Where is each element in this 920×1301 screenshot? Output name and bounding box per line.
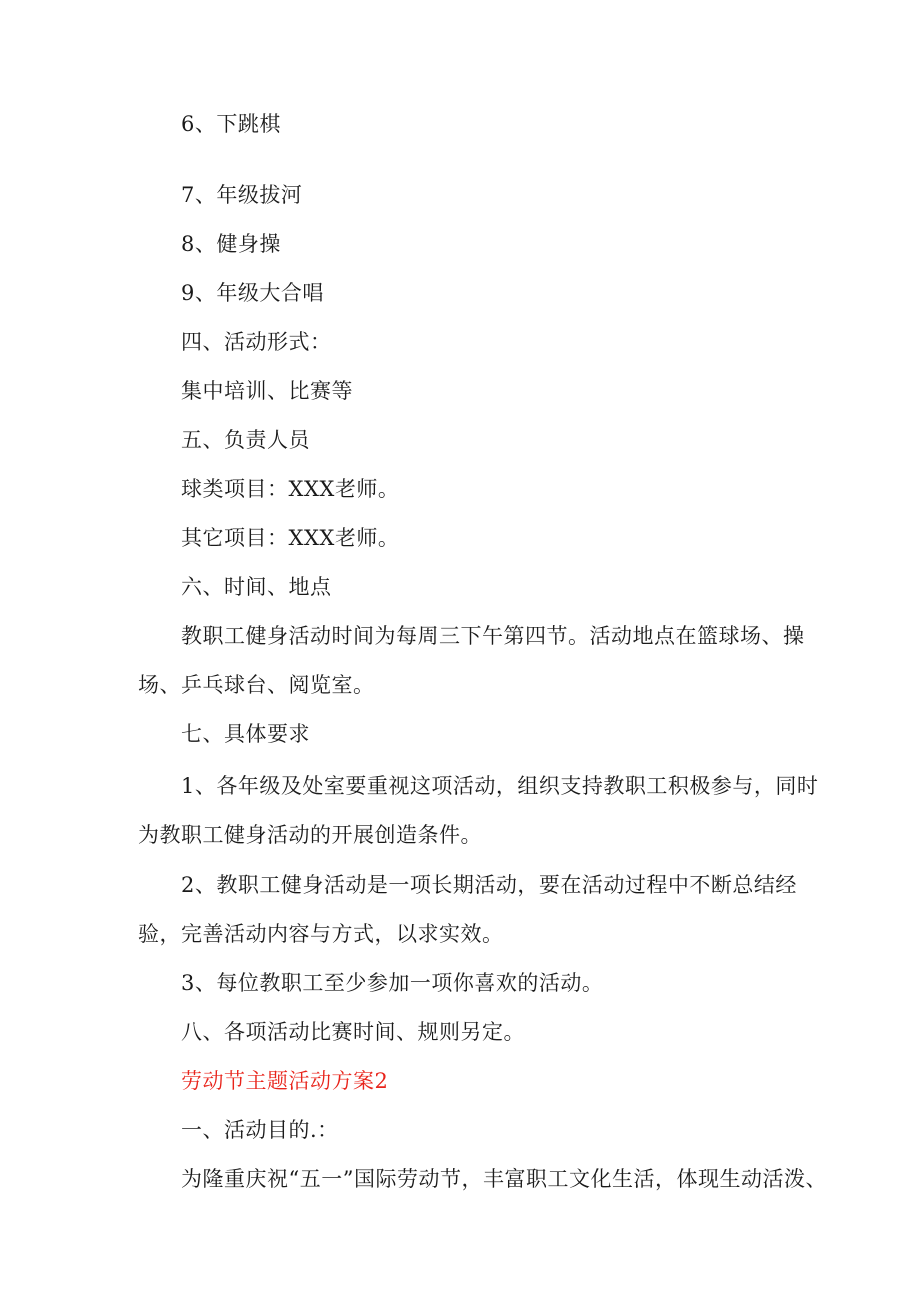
paragraph: 3、每位教职工至少参加一项你喜欢的活动。 (181, 971, 604, 995)
list-item: 6、下跳棋 (181, 112, 281, 136)
list-item: 7、年级拔河 (181, 183, 303, 207)
list-item: 9、年级大合唱 (181, 281, 324, 305)
paragraph: 球类项目：XXX老师。 (181, 477, 400, 501)
paragraph: 场、乒乓球台、阅览室。 (138, 673, 375, 697)
section-heading: 一、活动目的.： (181, 1118, 339, 1142)
paragraph: 其它项目：XXX老师。 (181, 526, 400, 550)
section-heading: 八、各项活动比赛时间、规则另定。 (181, 1020, 525, 1044)
document-title: 劳动节主题活动方案2 (181, 1069, 389, 1093)
paragraph: 1、各年级及处室要重视这项活动，组织支持教职工积极参与，同时 (181, 774, 819, 798)
section-heading: 五、负责人员 (181, 428, 310, 452)
paragraph: 教职工健身活动时间为每周三下午第四节。活动地点在篮球场、操 (181, 624, 805, 648)
paragraph: 集中培训、比赛等 (181, 379, 353, 403)
paragraph: 为教职工健身活动的开展创造条件。 (138, 823, 482, 847)
section-heading: 四、活动形式： (181, 330, 332, 354)
paragraph: 2、教职工健身活动是一项长期活动，要在活动过程中不断总结经 (181, 873, 797, 897)
paragraph: 为隆重庆祝“五一”国际劳动节，丰富职工文化生活，体现生动活泼、 (181, 1167, 827, 1191)
list-item: 8、健身操 (181, 232, 281, 256)
section-heading: 六、时间、地点 (181, 575, 332, 599)
paragraph: 验，完善活动内容与方式，以求实效。 (138, 922, 504, 946)
section-heading: 七、具体要求 (181, 722, 310, 746)
